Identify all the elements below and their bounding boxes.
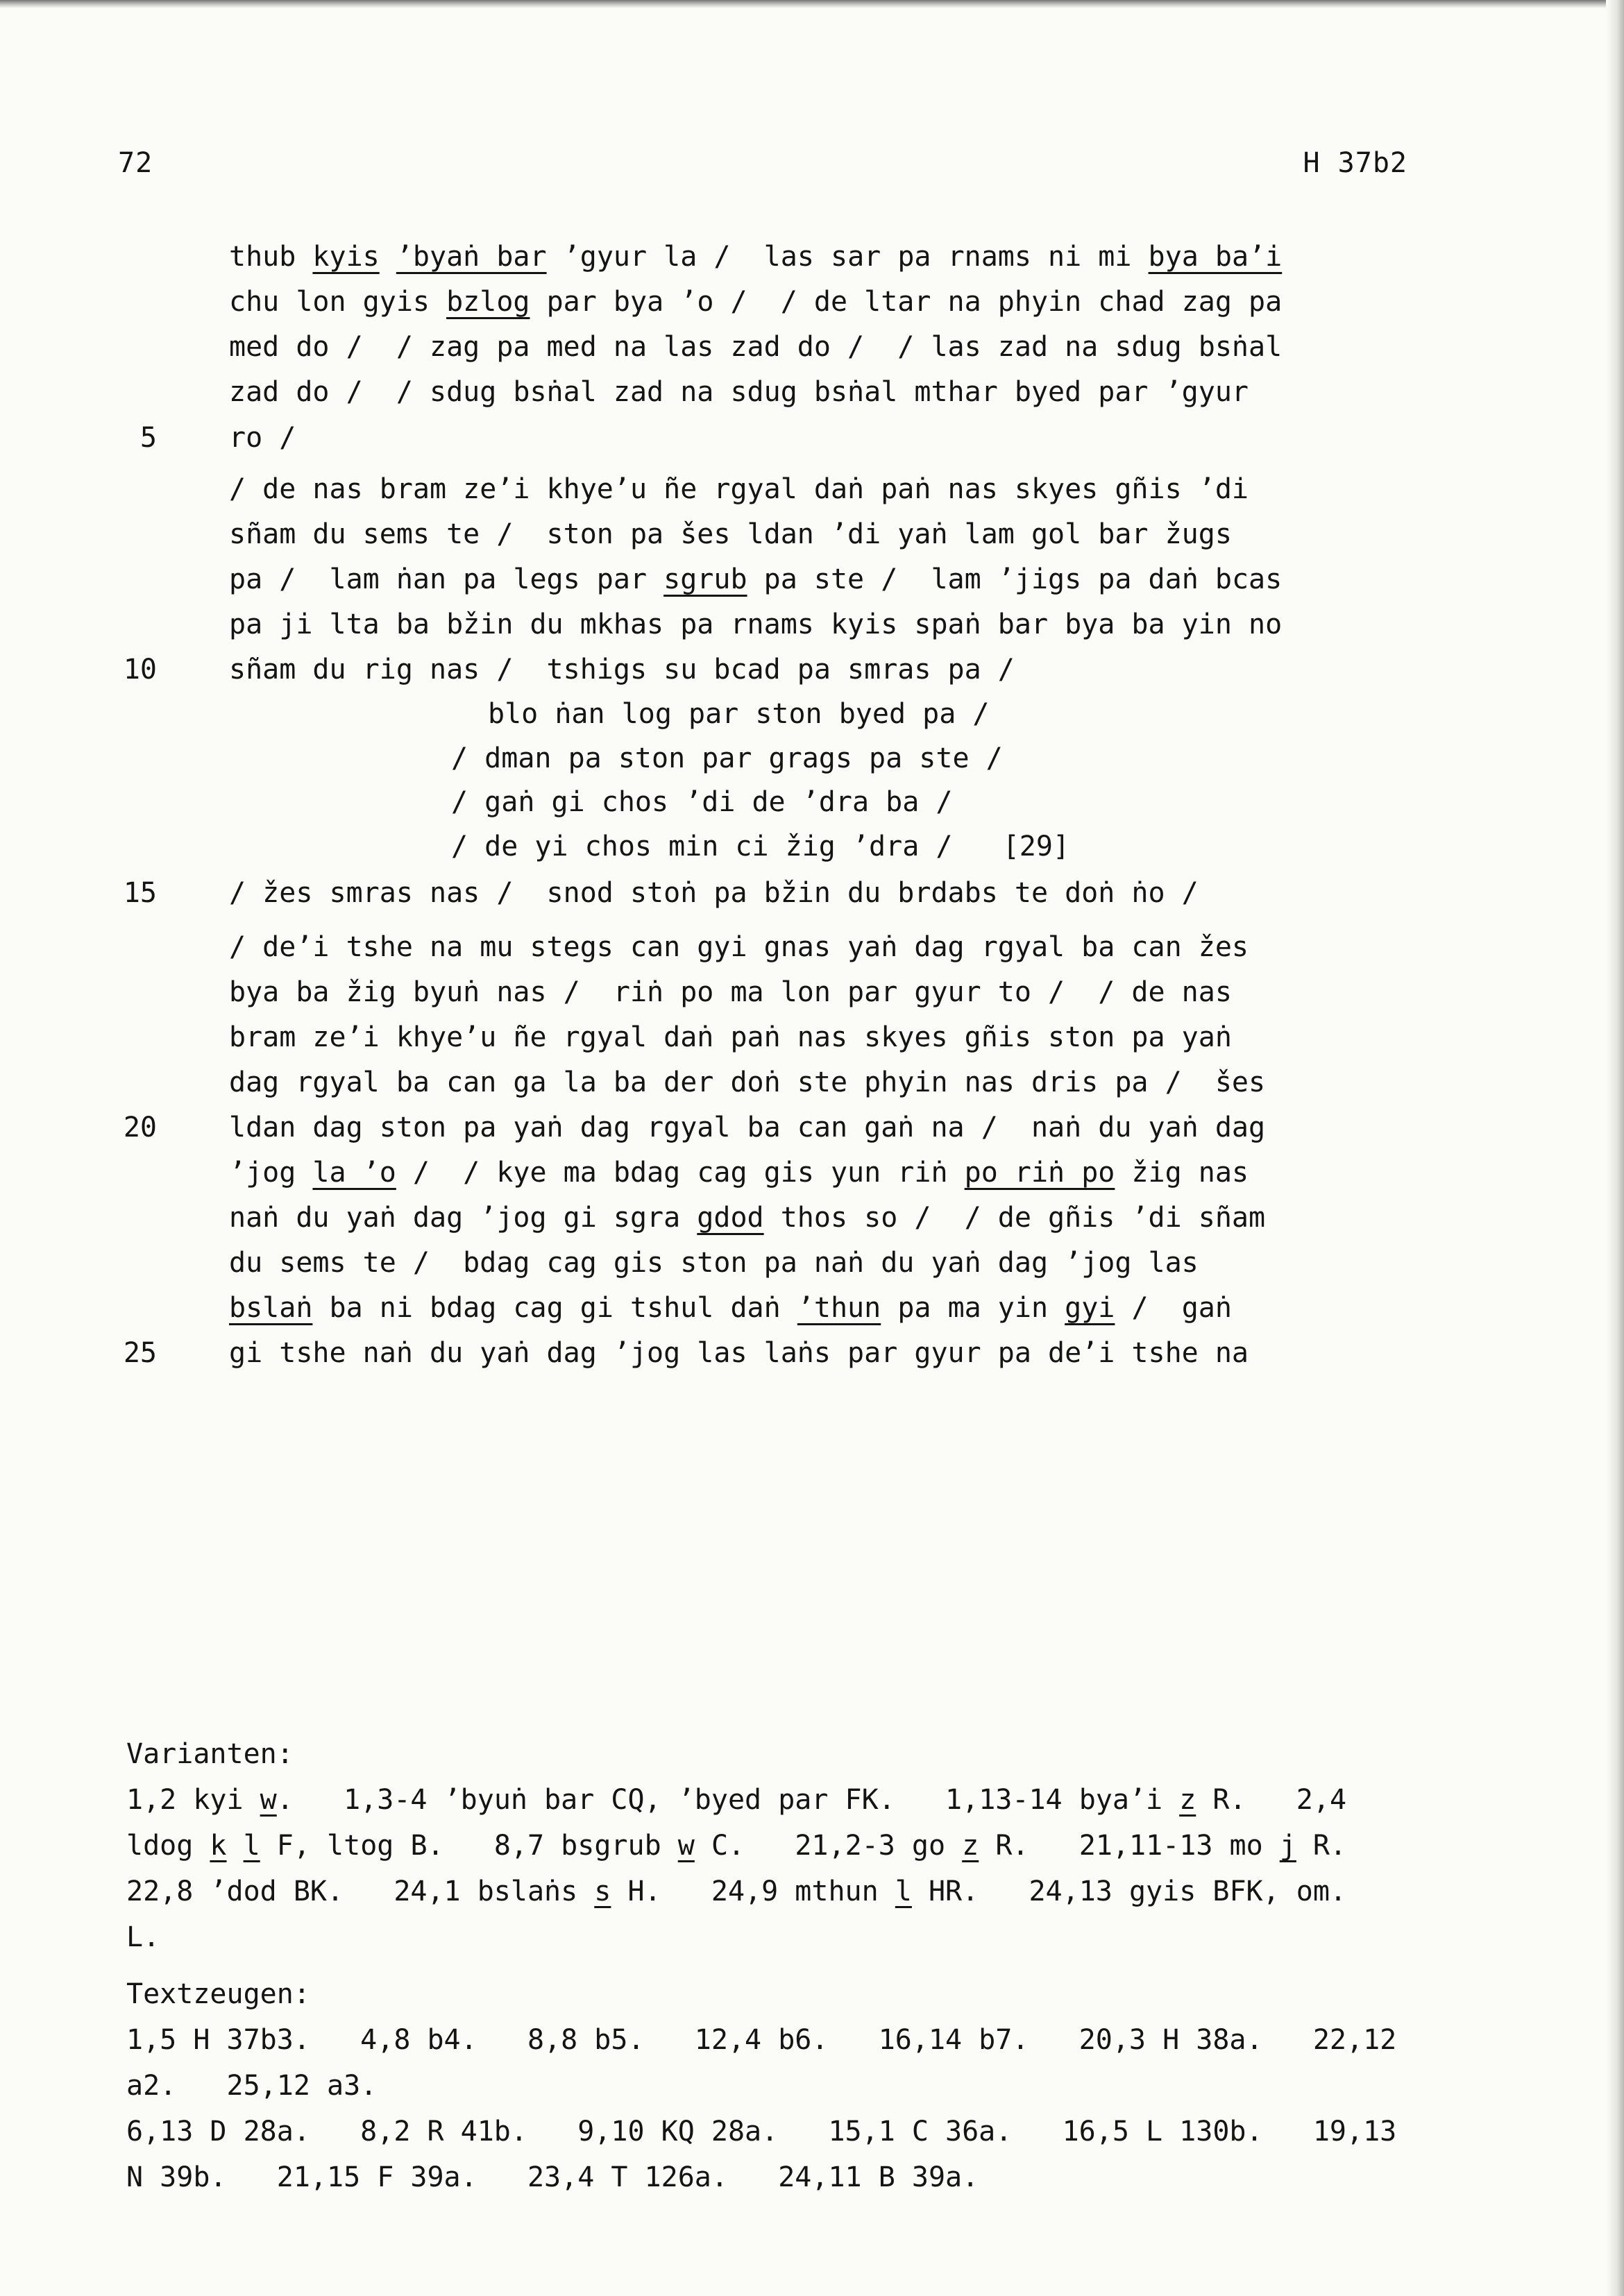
text-line [229,517,1232,552]
text-segment: ldan dag ston pa yaṅ dag rgyal ba can gaṅ na / naṅ du yaṅ dag [229,1112,1266,1143]
variant-text: F, ltog B. 8,7 bsgrub [260,1830,678,1862]
text-segment: bya ba žig byuṅ nas / riṅ po ma lon par gyur to / / de nas [229,976,1232,1008]
variant-text: 1,2 kyi [126,1784,260,1816]
variant-text: R. 21,11-13 mo [979,1830,1280,1862]
text-line [451,741,1003,776]
variant-line [126,1914,1452,1960]
variant-text: H. 24,9 mthun [611,1876,895,1907]
siglum-underlined: k [210,1830,227,1862]
underlined-segment: sgrub [663,563,747,595]
variant-text: L. [126,1921,160,1953]
variant-text: . 1,3-4 ’byuṅ bar CQ, ’byed par FK. 1,13-14 bya’i [276,1784,1180,1816]
text-segment: ’gyur la / las sar pa rnams ni mi [546,241,1149,273]
text-segment: ba ni bdag cag gi tshul daṅ [312,1292,797,1324]
text-line [229,239,1282,274]
text-line [229,652,1015,687]
variant-text: R. [1296,1830,1347,1862]
text-segment: med do / / zag pa med na las zad do / / las zad na sdug bsṅal [229,331,1283,363]
text-segment: pa ji lta ba bžin du mkhas pa rnams kyis spaṅ bar bya ba yin no [229,609,1283,640]
variant-line [126,1777,1452,1823]
text-line [229,607,1282,642]
underlined-segment: bzlog [446,286,530,318]
text-line [229,472,1249,507]
text-line [229,562,1282,597]
siglum-underlined: w [677,1830,695,1862]
text-line [229,1200,1265,1235]
text-segment: / / kye ma bdag cag gis yun riṅ [396,1157,965,1189]
text-segment: dag rgyal ba can ga la ba der doṅ ste phyin nas dris pa / šes [229,1066,1266,1098]
text-line [229,1110,1265,1145]
text-segment: ’jog [229,1157,313,1189]
variant-line [126,1823,1452,1869]
text-segment: par bya ’o / / de ltar na phyin chad zag pa [530,286,1283,318]
text-segment: žig nas [1115,1157,1249,1189]
text-segment: chu lon gyis [229,286,447,318]
text-segment: blo ṅan log par ston byed pa / [488,698,990,730]
textzeugen-line: 6,13 D 28a. 8,2 R 41b. 9,10 KQ 28a. 15,1 C 36a. 16,5 L 130b. 19,13 [126,2116,1397,2148]
variant-text: R. 2,4 [1196,1784,1347,1816]
text-segment: / de yi chos min ci žig ’dra / [29] [451,831,1070,862]
varianten-list [126,1777,1452,1960]
underlined-segment: ’byaṅ bar [396,241,547,273]
text-segment: / dman pa ston par grags pa ste / [451,742,1003,774]
text-segment: / gaṅ [1115,1292,1232,1324]
variant-line [126,1869,1452,1914]
siglum-underlined: z [1179,1784,1196,1816]
text-segment: / de nas bram ze’i khye’u ñe rgyal daṅ paṅ nas skyes gñis ’di [229,473,1249,505]
underlined-segment: la ’o [312,1157,396,1189]
textzeugen-line: a2. 25,12 a3. [126,2070,378,2102]
text-segment: zad do / / sdug bsṅal zad na sdug bsṅal mthar byed par ’gyur [229,376,1249,408]
text-segment: sñam du sems te / ston pa šes ldan ’di yaṅ lam gol bar žugs [229,518,1232,550]
text-segment: / de’i tshe na mu stegs can gyi gnas yaṅ dag rgyal ba can žes [229,931,1249,963]
text-segment: du sems te / bdag cag gis ston pa naṅ du yaṅ dag ’jog las [229,1247,1199,1279]
text-line [229,1245,1199,1280]
critical-apparatus [126,1731,1452,2200]
text-line [229,375,1249,409]
text-segment: sñam du rig nas / tshigs su bcad pa smras pa / [229,654,1015,686]
line-number: 25 [123,1337,157,1369]
text-segment [380,241,396,273]
siglum-underlined: z [962,1830,979,1862]
text-line [451,829,1069,864]
line-number: 15 [123,877,157,909]
line-number: 5 [139,422,157,454]
text-line [229,284,1282,319]
underlined-segment: bya ba’i [1148,241,1283,273]
line-number: 10 [123,654,157,686]
varianten-heading: Varianten: [126,1738,294,1770]
underlined-segment: po riṅ po [964,1157,1115,1189]
text-segment: pa ma yin [881,1292,1065,1324]
text-line [229,330,1282,364]
siglum-underlined: l [895,1876,912,1907]
text-segment: pa ste / lam ’jigs pa daṅ bcas [747,563,1283,595]
textzeugen-line: 1,5 H 37b3. 4,8 b4. 8,8 b5. 12,4 b6. 16,14 b7. 20,3 H 38a. 22,12 [126,2024,1397,2056]
scan-top-edge [0,0,1624,8]
underlined-segment: gdod [697,1202,764,1234]
text-segment: naṅ du yaṅ dag ’jog gi sgra [229,1202,697,1234]
underlined-segment: kyis [312,241,380,273]
text-line [229,1065,1265,1100]
text-segment: pa / lam ṅan pa legs par [229,563,664,595]
running-head: H 37b2 [1303,147,1407,179]
variant-text: ldog [126,1830,210,1862]
text-line [451,785,952,819]
siglum-underlined: w [260,1784,277,1816]
text-line [229,1291,1232,1325]
underlined-segment: gyi [1065,1292,1115,1324]
text-segment: thub [229,241,313,273]
textzeugen-list [126,2017,1452,2200]
page-number: 72 [118,147,153,179]
siglum-underlined: j [1279,1830,1296,1862]
text-segment: bram ze’i khye’u ñe rgyal daṅ paṅ nas skyes gñis ston pa yaṅ [229,1021,1232,1053]
siglum-underlined: l [243,1830,260,1862]
text-line [229,420,296,455]
textzeugen-line: N 39b. 21,15 F 39a. 23,4 T 126a. 24,11 B 39a. [126,2161,979,2193]
underlined-segment: bslaṅ [229,1292,313,1324]
text-line [488,697,989,731]
variant-text: 22,8 ’dod BK. 24,1 bslaṅs [126,1876,595,1907]
text-line [229,876,1199,910]
scan-right-edge [1606,0,1624,2296]
text-line [229,930,1249,964]
text-line [229,975,1232,1010]
text-segment: thos so / / de gñis ’di sñam [763,1202,1266,1234]
underlined-segment: ’thun [797,1292,881,1324]
text-segment: ro / [229,422,296,454]
text-segment: / gaṅ gi chos ’di de ’dra ba / [451,786,953,818]
variant-text: C. 21,2-3 go [694,1830,963,1862]
text-segment: gi tshe naṅ du yaṅ dag ’jog las laṅs par gyur pa de’i tshe na [229,1337,1249,1369]
text-line [229,1155,1249,1190]
variant-text: HR. 24,13 gyis BFK, om. [911,1876,1347,1907]
text-line [229,1020,1232,1055]
text-segment: / žes smras nas / snod stoṅ pa bžin du brdabs te doṅ ṅo / [229,877,1199,909]
variant-text [227,1830,244,1862]
siglum-underlined: s [594,1876,611,1907]
text-line [229,1336,1249,1370]
textzeugen-heading: Textzeugen: [126,1978,310,2010]
line-number: 20 [123,1112,157,1143]
